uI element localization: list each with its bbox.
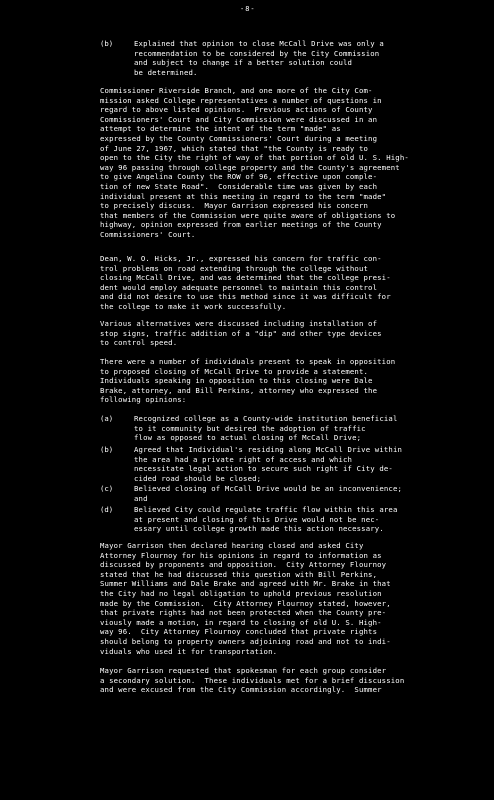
opinion-b-text: Agreed that Individual's residing along McCall Drive within the area had a private right of access and which necessitate legal action to secure such right if City de- cided road should be closed; — [134, 445, 403, 483]
item-b-label: (b) — [100, 39, 114, 48]
item-b-text: Explained that opinion to close McCall Drive was only a recommendation to be considered by the City Commission and subject to change if a better solution could be determined. — [134, 39, 384, 77]
opinion-d-text: Believed City could regulate traffic flow within this area at present and closing of this Drive would not be nec- essary until college growth made this action necessary. — [134, 505, 398, 534]
opinion-c-text: Believed closing of McCall Drive would be an inconvenience; and — [134, 484, 403, 503]
paragraph-mayor-hearing: Mayor Garrison then declared hearing closed and asked City Attorney Flournoy for his opinions in regard to information as discussed by proponents and opposition. City Attorney Flournoy stated that he had discussed this question with Bill Perkins, Summer Williams and Dale Brake and agreed with Mr. Brake in that the City had no legal obligation to uphold previous resolution made by the Commission. City Attorney Flournoy stated, however, that private rights had not been protected when the County pre- viously made a motion, in regard to closing of old U. S. High- way 96. City Attorney Flournoy concluded that private rights should belong to property owners adjoining road and not to indi- viduals who used it for transportation. — [100, 541, 391, 656]
page-number: -8- — [240, 5, 256, 13]
opinion-d-label: (d) — [100, 505, 114, 514]
paragraph-alternatives: Various alternatives were discussed including installation of stop signs, traffic addition of a "dip" and other type devices to control speed. — [100, 319, 382, 348]
opinion-a-label: (a) — [100, 414, 114, 423]
opinion-b-label: (b) — [100, 445, 114, 454]
paragraph-dean-hicks: Dean, W. O. Hicks, Jr., expressed his concern for traffic con- trol problems on road extending through the college without closing McCall Drive, and was determined that the college presi- dent would employ adequate personnel to maintain this control and did not desire to use this method since it was difficult for the college to make it work successfully. — [100, 254, 391, 311]
paragraph-opposition: There were a number of individuals present to speak in opposition to proposed closing of McCall Drive to provide a statement. Individuals speaking in opposition to this closing were Dale Brake, attorney, and Bill Perkins, attorney who expressed the following opinions: — [100, 357, 396, 405]
opinion-c-label: (c) — [100, 484, 114, 493]
opinion-a-text: Recognized college as a County-wide institution beneficial to it community but desired the adoption of traffic flow as opposed to actual closing of McCall Drive; — [134, 414, 398, 443]
paragraph-commission-questions: Commissioner Riverside Branch, and one more of the City Com- mission asked College representatives a number of questions in regard to above listed opinions. Previous actions of County Commissioners' Court and City Commission were discussed in an attempt to determine the intent of the term "made" as expressed by the County Commissioners' Court during a meeting of June 27, 1967, which stated that "the County is ready to open to the City the right of way of that portion of old U. S. High- way 96 passing through college property and the County's agreement to give Angelina County the ROW of 96, effective upon comple- tion of new State Road". Considerable time was given by each individual present at this meeting in regard to the term "made" to precisely discuss. Mayor Garrison expressed his concern that members of the Commission were quite aware of obligations to highway, opinion expressed from earlier meetings of the County Commissioners' Court. — [100, 86, 409, 239]
paragraph-secondary-solution: Mayor Garrison requested that spokesman for each group consider a secondary solution. These individuals met for a brief discussion and were excused from the City Commission accordingly. Summer — [100, 666, 405, 695]
